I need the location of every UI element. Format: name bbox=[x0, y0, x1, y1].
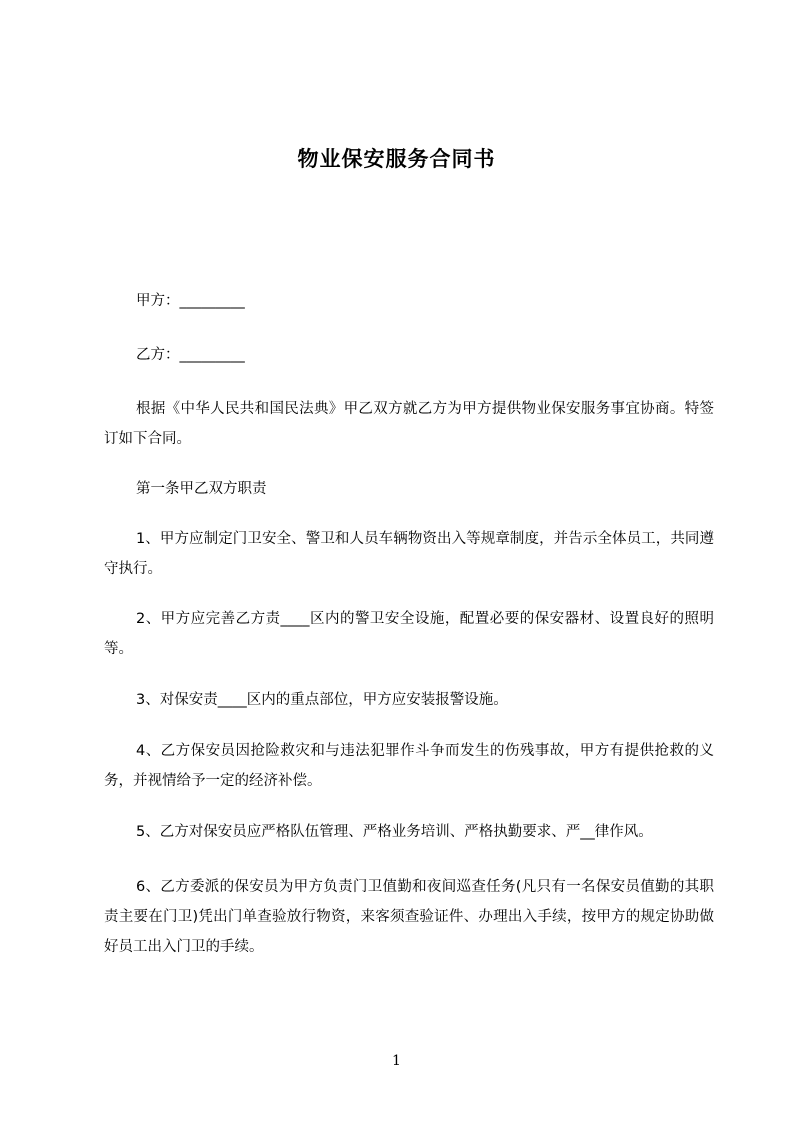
article-1-heading: 第一条甲乙双方职责 bbox=[136, 481, 267, 497]
clause-3: 3、对保安责____区内的重点部位，甲方应安装报警设施。 bbox=[136, 692, 508, 708]
clause-2: 2、甲方应完善乙方责____区内的警卫安全设施，配置必要的保安器材、设置良好的照明等。 bbox=[104, 611, 714, 657]
clause-5: 5、乙方对保安员应严格队伍管理、严格业务培训、严格执勤要求、严__律作风。 bbox=[136, 824, 653, 840]
party-a-line: 甲方：_________ bbox=[136, 293, 245, 309]
party-b-line: 乙方：_________ bbox=[136, 347, 245, 363]
clause-1: 1、甲方应制定门卫安全、警卫和人员车辆物资出入等规章制度，并告示全体员工，共同遵守执行。 bbox=[104, 531, 714, 577]
intro-paragraph: 根据《中华人民共和国民法典》甲乙双方就乙方为甲方提供物业保安服务事宜协商。特签订如下合同。 bbox=[104, 401, 714, 447]
document-title: 物业保安服务合同书 bbox=[297, 147, 496, 171]
clause-6: 6、乙方委派的保安员为甲方负责门卫值勤和夜间巡查任务(凡只有一名保安员值勤的其职责主要在门卫)凭出门单查验放行物资，来客须查验证件、办理出入手续，按甲方的规定协助做好员工出入门卫的手续。 bbox=[104, 879, 714, 955]
clause-4: 4、乙方保安员因抢险救灾和与违法犯罪作斗争而发生的伤残事故，甲方有提供抢救的义务，并视情给予一定的经济补偿。 bbox=[104, 743, 714, 789]
page-number: 1 bbox=[392, 1053, 401, 1069]
